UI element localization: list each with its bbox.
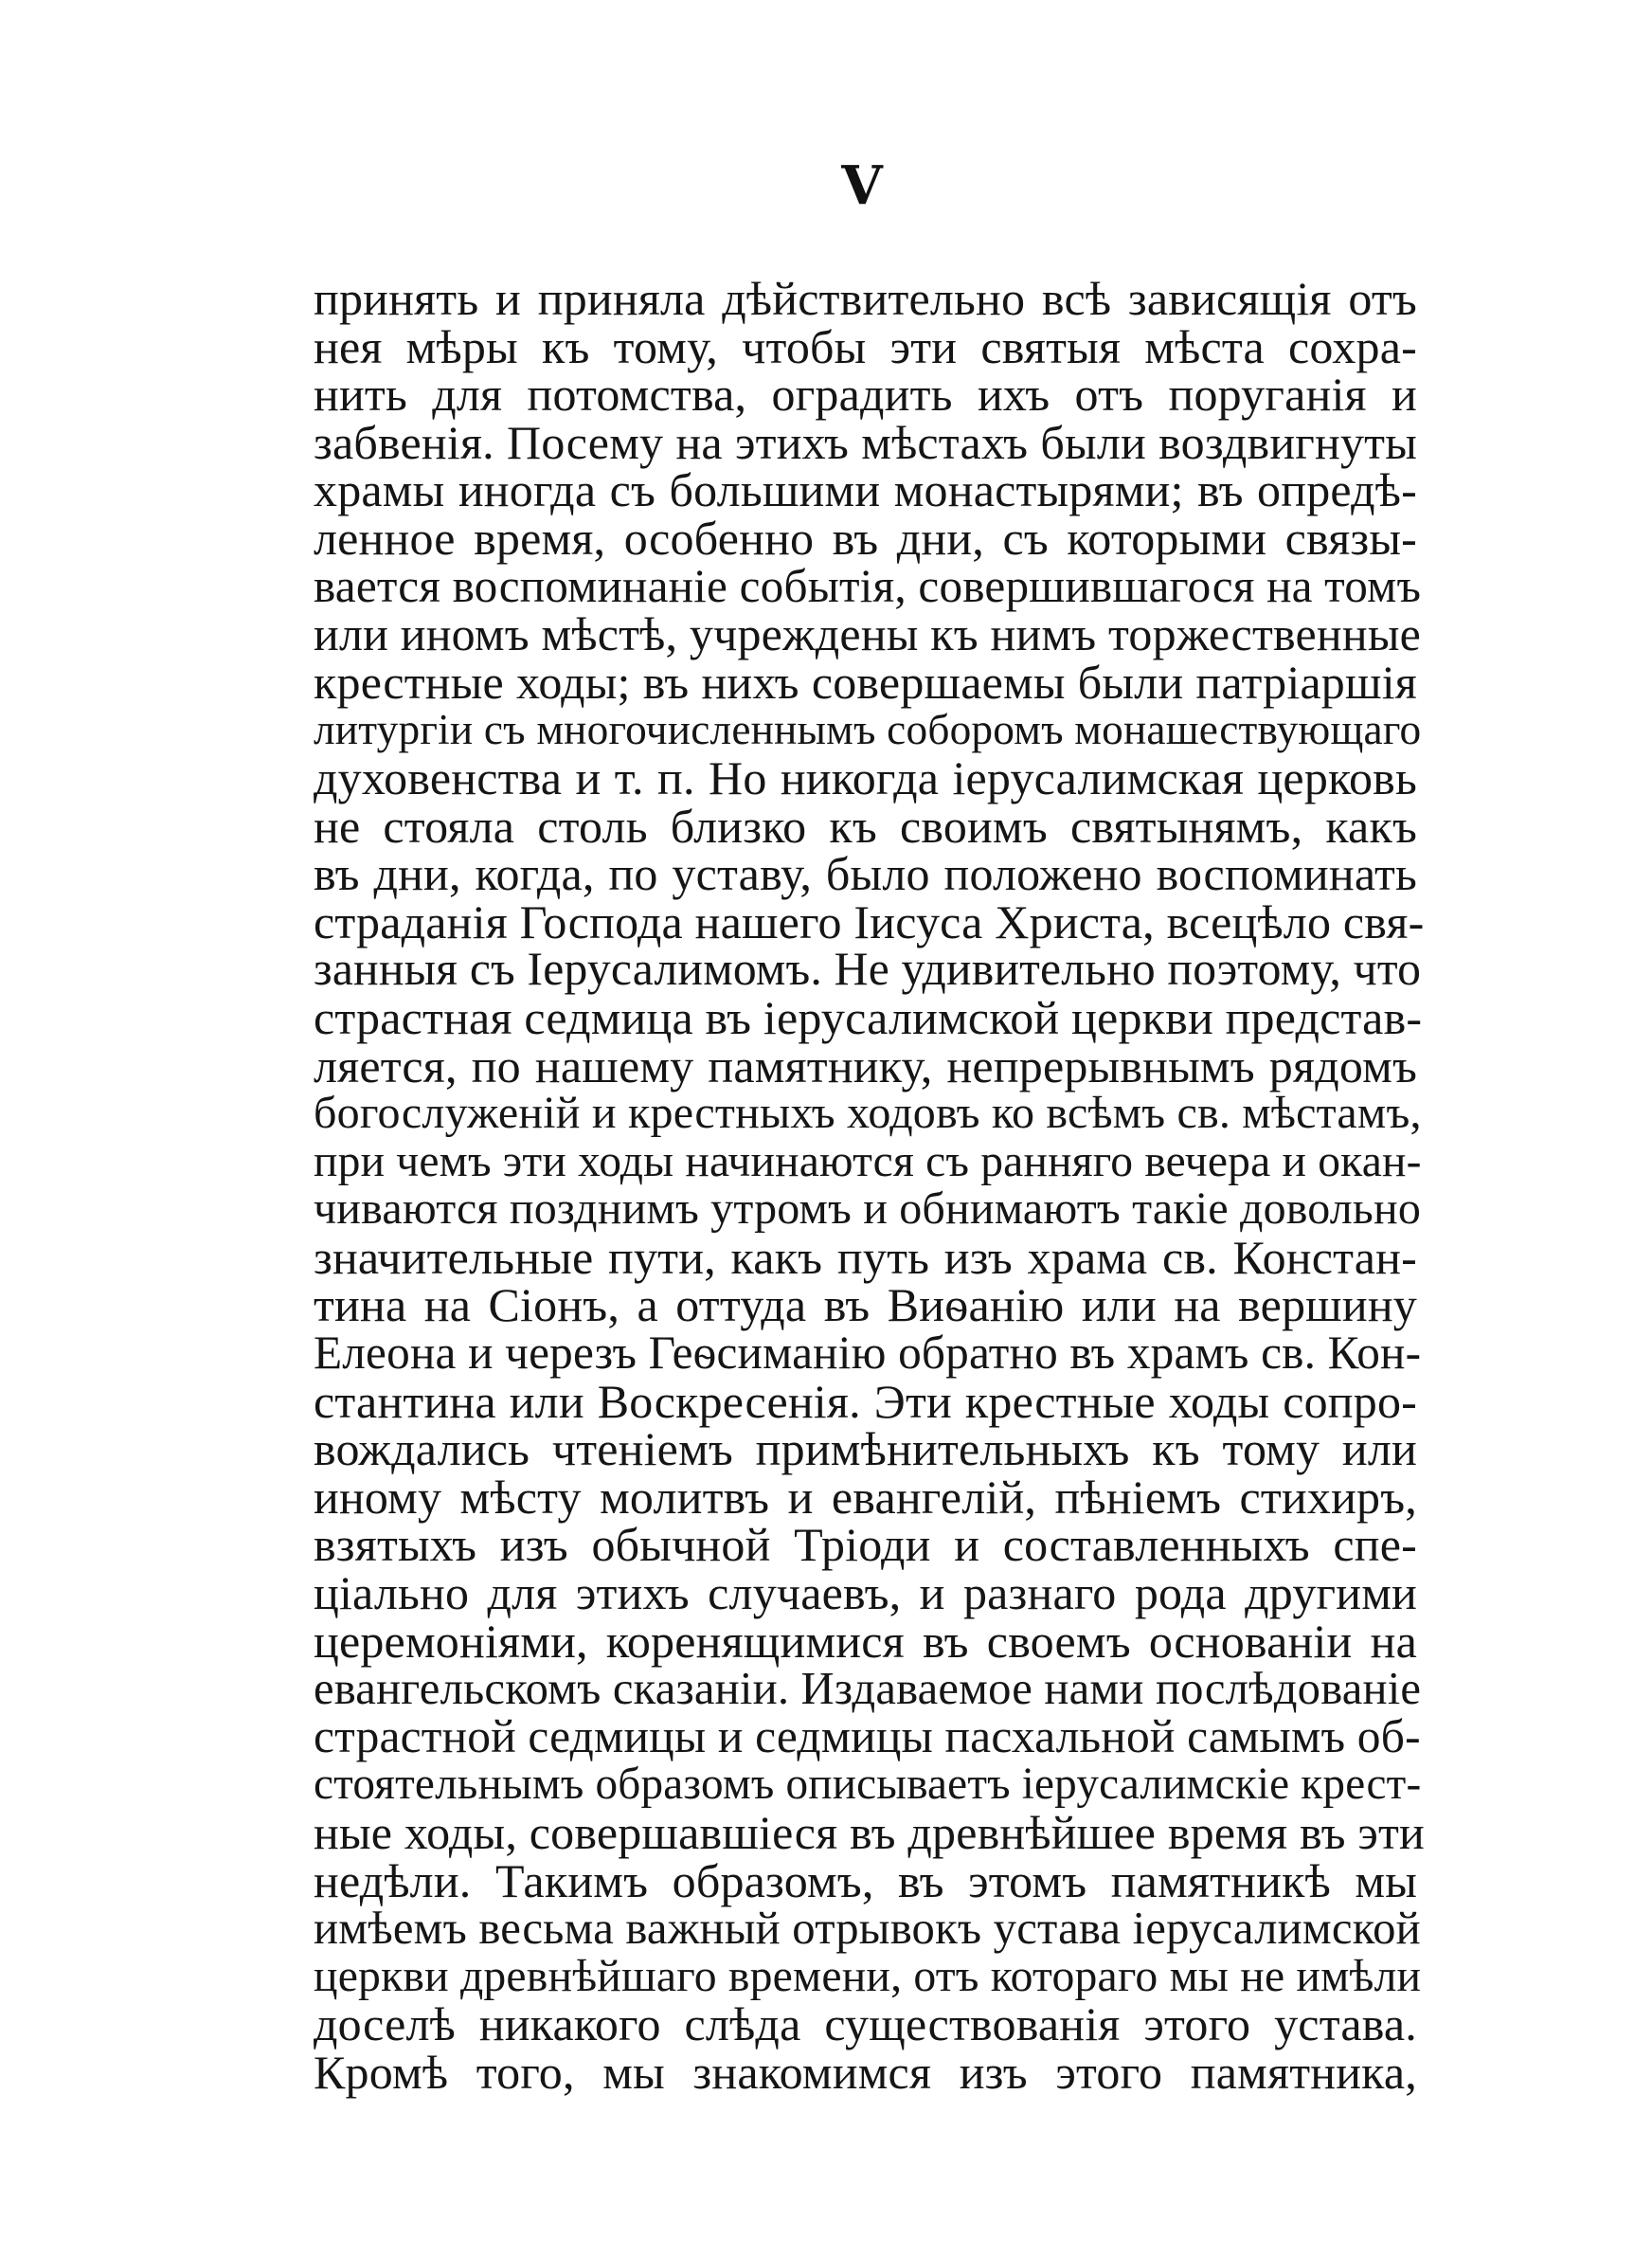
- text-line: вождались чтеніемъ примѣнительныхъ къ тому или: [314, 1422, 1417, 1476]
- text-line: Кромѣ того, мы знакомимся изъ этого памятника,: [314, 2045, 1417, 2099]
- text-line: чиваются позднимъ утромъ и обнимаютъ такіе довольно: [314, 1183, 1421, 1235]
- text-line: или иномъ мѣстѣ, учреждены къ нимъ торжественные: [314, 607, 1421, 661]
- body-text: [314, 272, 1425, 2099]
- text-line: значительные пути, какъ путь изъ храма св. Констан-: [314, 1230, 1417, 1284]
- text-line: недѣли. Такимъ образомъ, въ этомъ памятникѣ мы: [314, 1853, 1417, 1907]
- text-line: церкви древнѣйшаго времени, отъ котораго мы не имѣли: [314, 1951, 1422, 2001]
- text-line: ные ходы, совершавшіеся въ древнѣйшее время въ эти: [314, 1806, 1425, 1859]
- text-line: стоятельнымъ образомъ описываетъ іерусалимскіе крест-: [314, 1760, 1422, 1810]
- text-line: тина на Сіонъ, а оттуда въ Виѳанію или на вершину: [314, 1278, 1417, 1332]
- text-line: стантина или Воскресенія. Эти крестные ходы сопро-: [314, 1374, 1417, 1428]
- text-line: ляется, по нашему памятнику, непрерывнымъ рядомъ: [314, 1038, 1417, 1092]
- text-line: въ дни, когда, по уставу, было положено воспоминать: [314, 847, 1417, 901]
- text-line: забвенія. Посему на этихъ мѣстахъ были воздвигнуты: [314, 415, 1417, 469]
- text-line: евангельскомъ сказаніи. Издаваемое нами послѣдованіе: [314, 1663, 1422, 1715]
- text-line: при чемъ эти ходы начинаются съ ранняго вечера и окан-: [314, 1136, 1422, 1186]
- text-line: не стояла столь близко къ своимъ святынямъ, какъ: [314, 799, 1417, 853]
- text-line: принять и приняла дѣйствительно всѣ зависящія отъ: [314, 272, 1417, 325]
- text-line: ленное время, особенно въ дни, съ которыми связы-: [314, 511, 1417, 565]
- text-line: литургіи съ многочисленнымъ соборомъ монашествующаго: [314, 706, 1422, 754]
- text-line: страстная седмица въ іерусалимской церкви представ-: [314, 990, 1423, 1044]
- text-line: ціально для этихъ случаевъ, и разнаго рода другими: [314, 1566, 1417, 1620]
- text-line: церемоніями, коренящимися въ своемъ основаніи на: [314, 1614, 1417, 1668]
- text-line: имѣемъ весьма важный отрывокъ устава іерусалимской: [314, 1903, 1421, 1955]
- text-line: храмы иногда съ большими монастырями; въ опредѣ-: [314, 463, 1417, 517]
- text-line: взятыхъ изъ обычной Тріоди и составленныхъ спе-: [314, 1518, 1417, 1572]
- text-line: богослуженій и крестныхъ ходовъ ко всѣмъ св. мѣстамъ,: [314, 1088, 1422, 1139]
- text-line: Елеона и черезъ Геѳсиманію обратно въ храмъ св. Кон-: [314, 1327, 1422, 1380]
- text-line: вается воспоминаніе событія, совершившагося на томъ: [314, 559, 1422, 612]
- text-line: крестные ходы; въ нихъ совершаемы были патріаршія: [314, 655, 1417, 709]
- text-line: иному мѣсту молитвъ и евангелій, пѣніемъ стихиръ,: [314, 1470, 1417, 1524]
- text-line: доселѣ никакого слѣда существованія этого устава.: [314, 1997, 1417, 2051]
- text-line: нить для потомства, оградить ихъ отъ поруганія и: [314, 368, 1417, 422]
- page-number: V: [841, 154, 883, 217]
- text-line: страстной седмицы и седмицы пасхальной самымъ об-: [314, 1709, 1421, 1762]
- text-line: занныя съ Іерусалимомъ. Не удивительно поэтому, что: [314, 943, 1422, 996]
- text-line: духовенства и т. п. Но никогда іерусалимская церковь: [314, 750, 1417, 804]
- text-line: нея мѣры къ тому, чтобы эти святыя мѣста сохра-: [314, 319, 1417, 373]
- text-line: страданія Господа нашего Іисуса Христа, всецѣло свя-: [314, 894, 1425, 948]
